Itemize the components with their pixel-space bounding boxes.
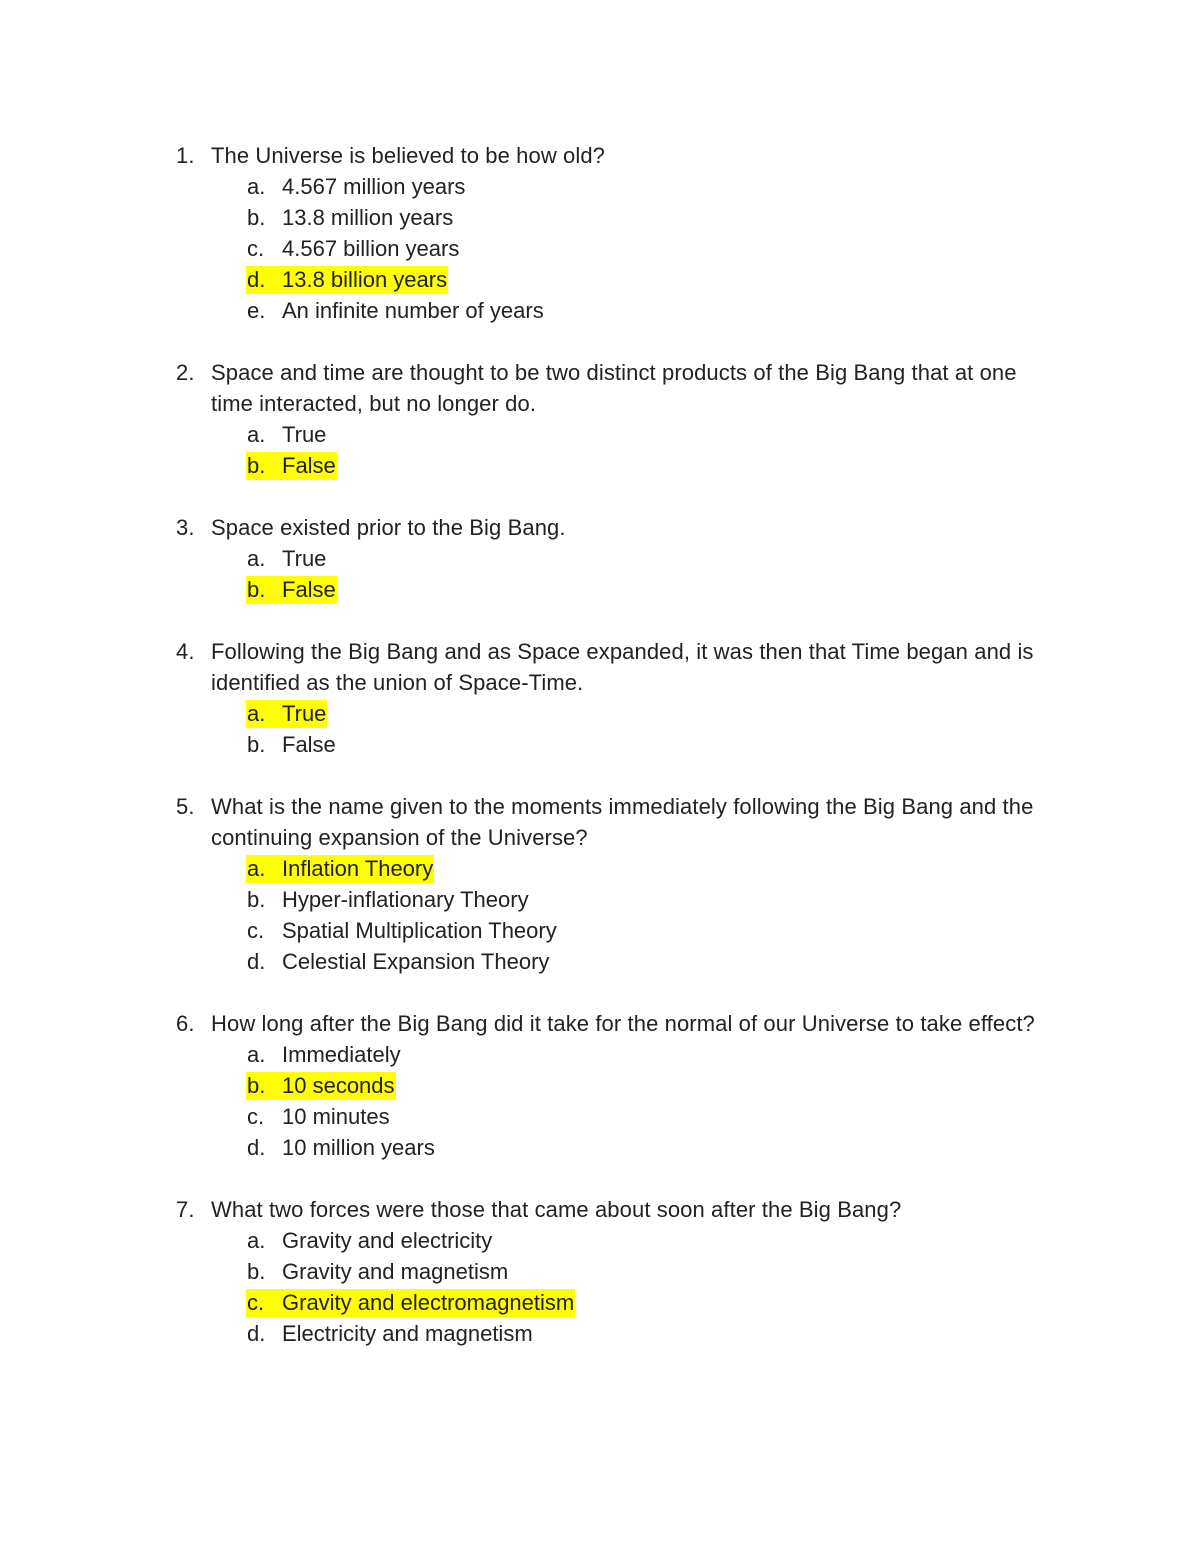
option-text: Gravity and electricity: [282, 1228, 493, 1253]
option-text: Immediately: [282, 1042, 401, 1067]
question-4: [176, 636, 1056, 760]
option-letter: a.: [247, 1228, 266, 1253]
option-letter: c.: [247, 1290, 265, 1315]
option-text: Electricity and magnetism: [282, 1321, 533, 1346]
answer-options: [176, 543, 1056, 605]
option-letter: e.: [247, 298, 266, 323]
option-letter: a.: [247, 422, 266, 447]
option-letter: d.: [247, 1135, 266, 1160]
option-letter: b.: [247, 732, 266, 757]
option-text: Spatial Multiplication Theory: [282, 918, 557, 943]
option-text: 4.567 billion years: [282, 236, 460, 261]
question-5: [176, 791, 1056, 977]
answer-option-correct: [176, 1070, 1056, 1101]
option-letter: a.: [247, 174, 266, 199]
question-text: What is the name given to the moments immediately following the Big Bang and the continuing expansion of the Universe?: [211, 794, 1034, 850]
question-number: 1.: [176, 143, 195, 168]
question-7: [176, 1194, 1056, 1349]
option-letter: b.: [247, 887, 266, 912]
option-letter: c.: [247, 918, 265, 943]
question-prompt: [176, 140, 1056, 171]
answer-option-correct: [176, 574, 1056, 605]
answer-options: [176, 419, 1056, 481]
question-6: [176, 1008, 1056, 1163]
option-text: 10 seconds: [282, 1073, 395, 1098]
option-letter: d.: [247, 949, 266, 974]
option-text: 13.8 million years: [282, 205, 454, 230]
option-text: True: [282, 422, 327, 447]
question-text: What two forces were those that came about soon after the Big Bang?: [211, 1197, 902, 1222]
answer-option-correct: [176, 1287, 1056, 1318]
option-letter: d.: [247, 267, 266, 292]
answer-option: [176, 884, 1056, 915]
answer-option: [176, 543, 1056, 574]
answer-option: [176, 202, 1056, 233]
option-letter: a.: [247, 701, 266, 726]
question-prompt: [176, 636, 1056, 698]
option-text: 10 minutes: [282, 1104, 390, 1129]
question-number: 4.: [176, 639, 195, 664]
question-number: 5.: [176, 794, 195, 819]
option-letter: b.: [247, 453, 266, 478]
question-3: [176, 512, 1056, 605]
option-text: 4.567 million years: [282, 174, 466, 199]
answer-option: [176, 171, 1056, 202]
option-letter: a.: [247, 546, 266, 571]
option-text: Gravity and magnetism: [282, 1259, 509, 1284]
question-number: 3.: [176, 515, 195, 540]
answer-option: [176, 1101, 1056, 1132]
answer-options: [176, 698, 1056, 760]
option-letter: c.: [247, 236, 265, 261]
answer-option: [176, 419, 1056, 450]
option-letter: d.: [247, 1321, 266, 1346]
answer-option: [176, 729, 1056, 760]
answer-option: [176, 1256, 1056, 1287]
question-number: 2.: [176, 360, 195, 385]
answer-options: [176, 171, 1056, 326]
option-text: 10 million years: [282, 1135, 435, 1160]
option-letter: c.: [247, 1104, 265, 1129]
question-prompt: [176, 357, 1056, 419]
question-number: 7.: [176, 1197, 195, 1222]
answer-option-correct: [176, 264, 1056, 295]
option-text: False: [282, 577, 336, 602]
answer-option: [176, 1039, 1056, 1070]
option-text: 13.8 billion years: [282, 267, 448, 292]
quiz-question-list: [176, 140, 1056, 1380]
answer-option: [176, 295, 1056, 326]
question-prompt: [176, 791, 1056, 853]
option-letter: b.: [247, 205, 266, 230]
answer-option: [176, 915, 1056, 946]
answer-option: [176, 1318, 1056, 1349]
option-letter: b.: [247, 1259, 266, 1284]
option-letter: a.: [247, 856, 266, 881]
answer-options: [176, 853, 1056, 977]
option-text: Hyper-inflationary Theory: [282, 887, 529, 912]
question-prompt: [176, 1008, 1056, 1039]
answer-option: [176, 233, 1056, 264]
answer-option: [176, 1132, 1056, 1163]
question-text: Space and time are thought to be two distinct products of the Big Bang that at one time interacted, but no longer do.: [211, 360, 1017, 416]
question-text: How long after the Big Bang did it take for the normal of our Universe to take effect?: [211, 1011, 1035, 1036]
option-text: False: [282, 453, 336, 478]
option-text: Gravity and electromagnetism: [282, 1290, 575, 1315]
option-text: An infinite number of years: [282, 298, 544, 323]
question-2: [176, 357, 1056, 481]
answer-options: [176, 1039, 1056, 1163]
option-text: Celestial Expansion Theory: [282, 949, 550, 974]
option-text: False: [282, 732, 336, 757]
answer-option: [176, 946, 1056, 977]
option-letter: a.: [247, 1042, 266, 1067]
option-text: True: [282, 701, 327, 726]
question-1: [176, 140, 1056, 326]
answer-option-correct: [176, 450, 1056, 481]
question-number: 6.: [176, 1011, 195, 1036]
option-text: True: [282, 546, 327, 571]
option-letter: b.: [247, 1073, 266, 1098]
option-letter: b.: [247, 577, 266, 602]
question-text: Following the Big Bang and as Space expanded, it was then that Time began and is identified as the union of Space-Time.: [211, 639, 1034, 695]
question-prompt: [176, 512, 1056, 543]
answer-option-correct: [176, 698, 1056, 729]
answer-option: [176, 1225, 1056, 1256]
question-text: Space existed prior to the Big Bang.: [211, 515, 566, 540]
question-prompt: [176, 1194, 1056, 1225]
answer-options: [176, 1225, 1056, 1349]
question-text: The Universe is believed to be how old?: [211, 143, 606, 168]
answer-option-correct: [176, 853, 1056, 884]
option-text: Inflation Theory: [282, 856, 434, 881]
